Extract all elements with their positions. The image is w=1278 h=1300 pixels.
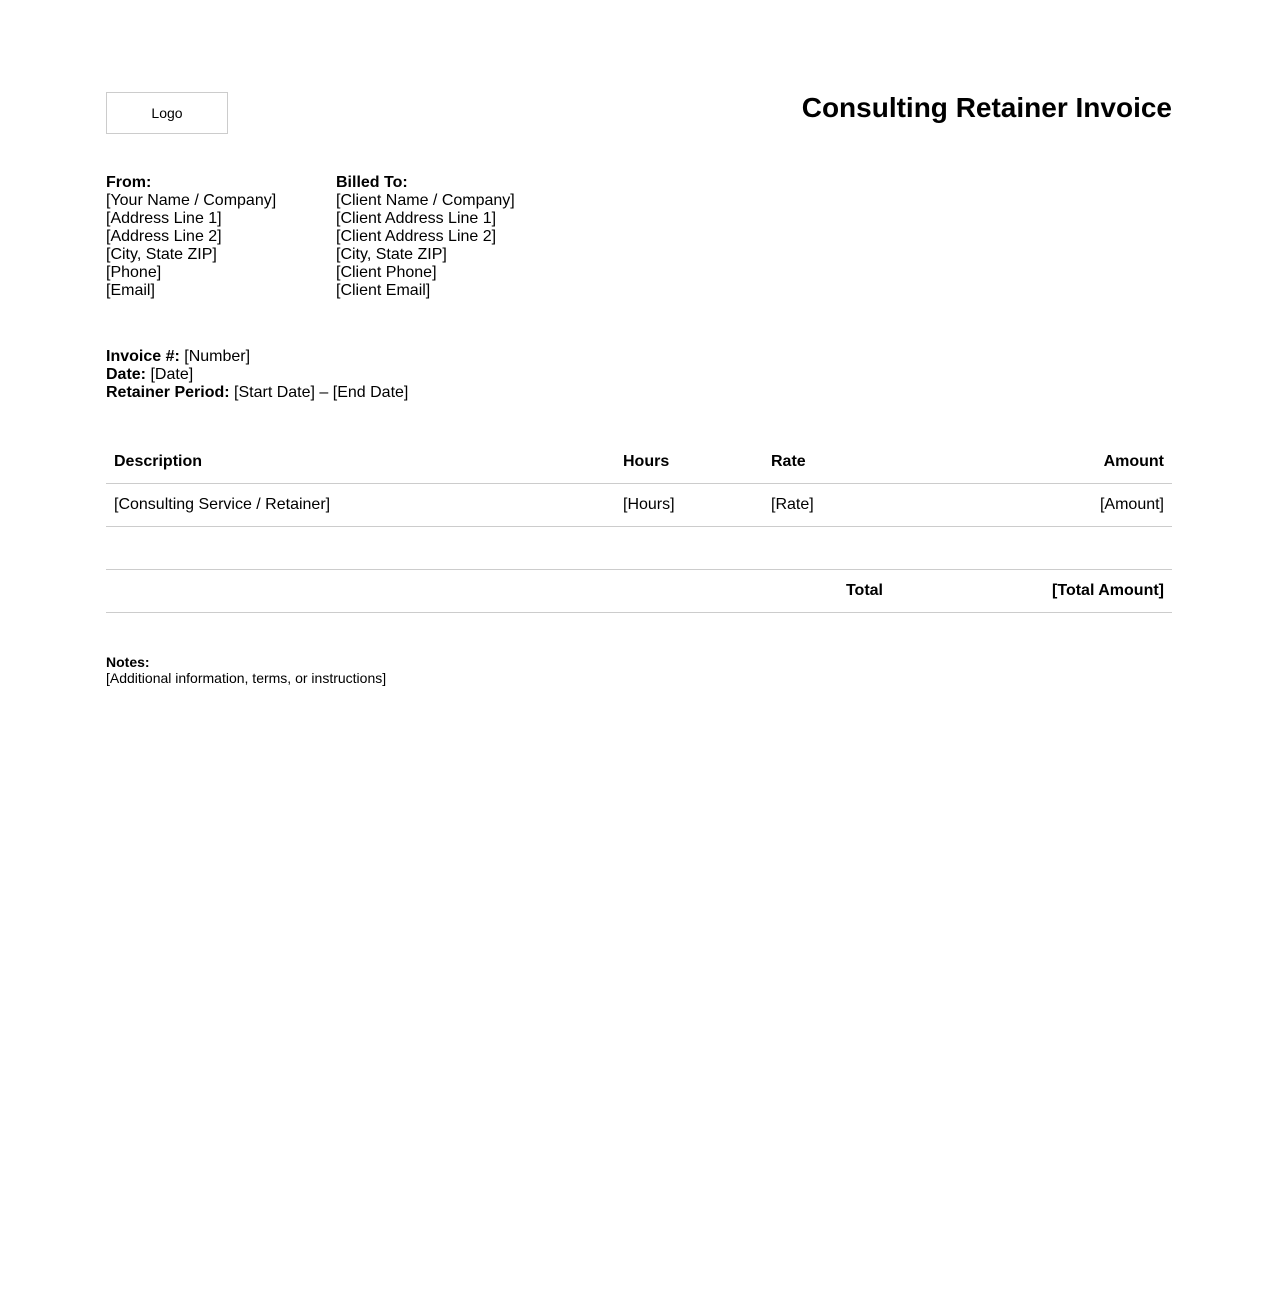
from-line: [Address Line 1] [106,210,222,227]
billed-to-line: [Client Address Line 2] [336,228,497,245]
invoice-number-value: [Number] [184,348,251,365]
billed-to-line: [Client Email] [336,282,431,299]
header-amount: Amount [891,441,1172,484]
cell-hours: [Hours] [615,484,763,527]
table-row [106,484,1172,527]
period-label: Retainer Period: [106,384,230,401]
invoice-meta [106,348,408,402]
empty-row [106,527,1172,570]
from-line: [Your Name / Company] [106,192,277,209]
cell-rate: [Rate] [763,484,891,527]
from-label: From: [106,174,152,191]
period-value: [Start Date] – [End Date] [234,384,409,401]
billed-to-line: [Client Phone] [336,264,437,281]
retainer-period [106,384,408,402]
billed-to-block [336,174,566,300]
header-hours: Hours [615,441,763,484]
total-row [106,570,1172,613]
date-value: [Date] [150,366,194,383]
total-spacer [106,570,763,613]
invoice-date [106,366,408,384]
from-line: [City, State ZIP] [106,246,217,263]
invoice-title: Consulting Retainer Invoice [801,92,1172,123]
cell-description: [Consulting Service / Retainer] [106,484,615,527]
total-label: Total [763,570,891,613]
empty-cell [106,527,1172,570]
date-label: Date: [106,366,147,383]
notes-label: Notes: [106,654,150,670]
logo-placeholder [106,92,228,134]
parties [106,174,566,300]
line-items-table [106,441,1172,613]
billed-to-line: [Client Name / Company] [336,192,515,209]
invoice-number-label: Invoice #: [106,348,180,365]
from-line: [Phone] [106,264,162,281]
header-rate: Rate [763,441,891,484]
from-line: [Address Line 2] [106,228,222,245]
from-line: [Email] [106,282,155,299]
cell-amount: [Amount] [891,484,1172,527]
logo-text: Logo [151,105,183,121]
invoice-number [106,348,408,366]
header-description: Description [106,441,615,484]
notes [106,654,386,686]
billed-to-line: [City, State ZIP] [336,246,447,263]
total-value: [Total Amount] [891,570,1172,613]
notes-text: [Additional information, terms, or instructions] [106,670,387,686]
table-header-row [106,441,1172,484]
billed-to-label: Billed To: [336,174,408,191]
from-block [106,174,336,300]
billed-to-line: [Client Address Line 1] [336,210,497,227]
